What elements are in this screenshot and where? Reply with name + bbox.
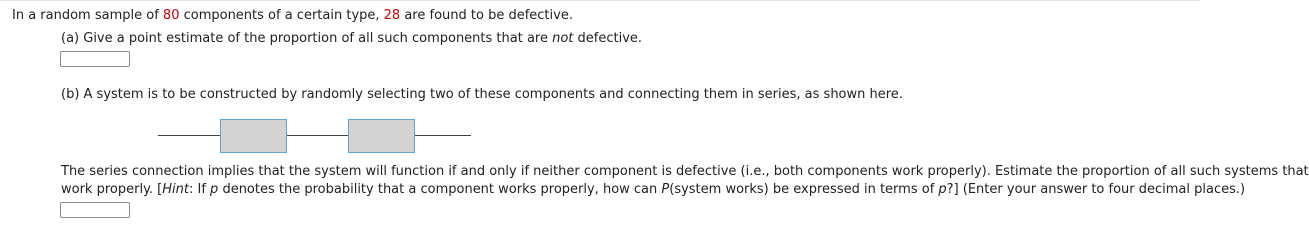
- wire-right: [415, 135, 471, 136]
- defective-count-value: 28: [383, 8, 401, 23]
- component-1: [220, 119, 287, 153]
- part-a-question: [61, 30, 642, 48]
- symbol-p: p: [210, 182, 219, 197]
- part-b-text-line-1: The series connection implies that the system will function if and only if neither component is defective (i.e., both components work properly). Estimate the proportion of all such systems that: [61, 164, 1309, 179]
- symbol-P: P: [661, 182, 670, 197]
- intro-text-3: are found to be defective.: [400, 8, 573, 23]
- problem-statement: [12, 7, 573, 25]
- part-b-seg-2: : If: [188, 182, 211, 197]
- part-b-seg-3: denotes the probability that a component works properly, how can: [218, 182, 662, 197]
- part-b-seg-1: work properly. [: [61, 182, 163, 197]
- component-2: [348, 119, 415, 153]
- part-b-text-line-2: [61, 181, 1245, 199]
- sample-size-value: 80: [162, 8, 180, 23]
- top-divider: [0, 0, 1200, 1]
- series-diagram: [158, 118, 471, 154]
- part-a-answer-input[interactable]: [60, 51, 130, 67]
- part-a-text-1: (a) Give a point estimate of the proportion of all such components that are: [61, 31, 553, 46]
- part-b-seg-5: ?] (Enter your answer to four decimal places.): [946, 182, 1246, 197]
- intro-text-1: In a random sample of: [12, 8, 163, 23]
- part-b-intro: (b) A system is to be constructed by randomly selecting two of these components and connecting them in series, as shown here.: [61, 87, 903, 102]
- part-b-answer-input[interactable]: [60, 202, 130, 218]
- hint-label: Hint: [162, 182, 189, 197]
- symbol-p-2: p: [938, 182, 947, 197]
- part-a-emphasis: not: [552, 31, 574, 46]
- intro-text-2: components of a certain type,: [179, 8, 384, 23]
- wire-middle: [287, 135, 348, 136]
- part-a-text-2: defective.: [573, 31, 643, 46]
- wire-left: [158, 135, 220, 136]
- part-b-seg-4: (system works) be expressed in terms of: [669, 182, 939, 197]
